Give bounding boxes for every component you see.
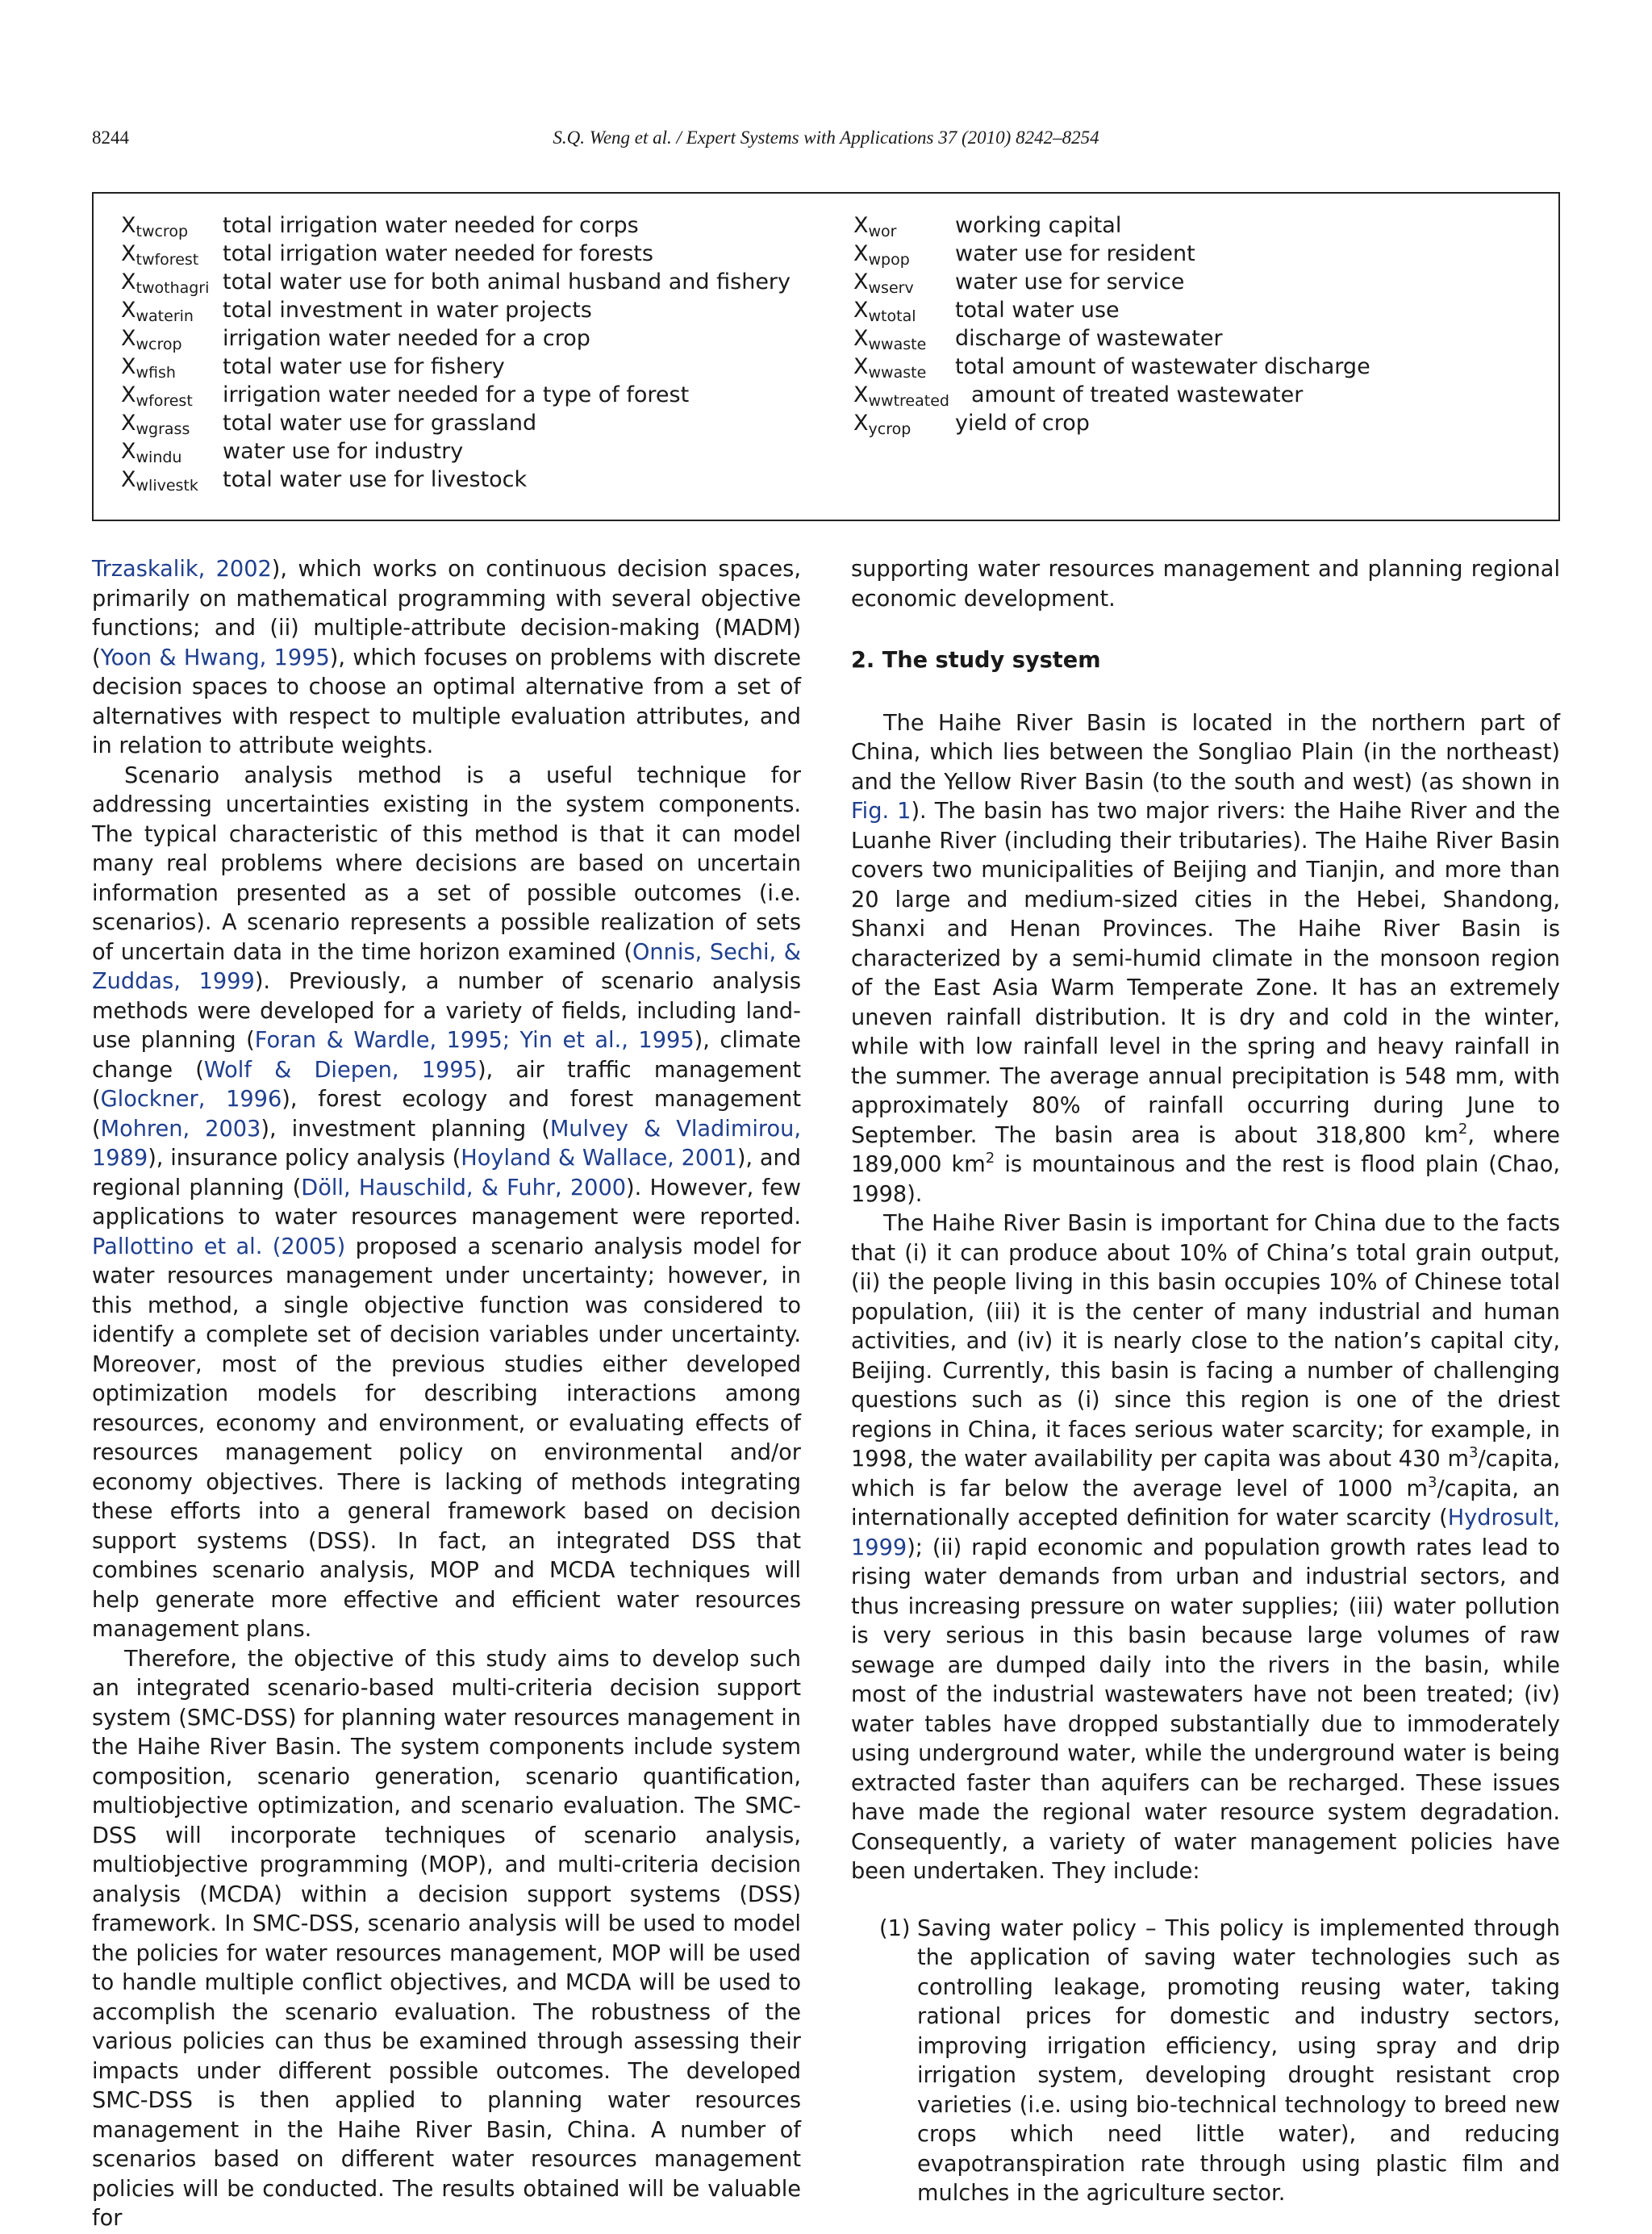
- citation-link[interactable]: Mulvey & Vladimirou, 1989: [92, 1116, 801, 1171]
- nomenclature-entry: $X_{wwaste}$ total amount of wastewater discharge: [853, 354, 1370, 382]
- text-run: ), insurance policy analysis (: [148, 1146, 461, 1171]
- text-run: ), which focuses on problems with discrete decision spaces to choose an optimal alternative from a set of alternatives with respect to multiple evaluation attributes, and in relation to attribute weights.: [92, 645, 802, 758]
- nomenclature-entry: $X_{ycrop}$ yield of crop: [853, 411, 1090, 438]
- text-run: ), which works on continuous decision spaces, primarily on mathematical programming with several objective functions; and (ii) multiple-attribute decision-making (MADM) (: [92, 557, 801, 670]
- text-run: ); (ii) rapid economic and population growth rates lead to rising water demands from urban and industrial sectors, and thus increasing pressure on water supplies; (iii) water pollution is very serious in this basin because large volumes of raw sewage are dumped daily into the rivers in the basin, while most of the industrial wastewaters have not been treated; (iv) water tables have dropped substantially due to immoderately using underground water, while the underground water is being extracted faster than aquifers can be recharged. These issues have made the regional water resource system degradation. Consequently, a variety of water management policies have been undertaken. They include:: [851, 1535, 1560, 1884]
- citation-link[interactable]: Wolf & Diepen, 1995: [203, 1057, 478, 1083]
- nomenclature-entry: $X_{wforest}$ irrigation water needed for a type of forest: [121, 382, 690, 410]
- text-run: Scenario analysis method is a useful technique for addressing uncertainties existing in the system components. The typical characteristic of this method is that it can model many real problems where decisions are based on uncertain information presented as a set of possible outcomes (i.e. scenarios). A scenario represents a possible realization of sets of uncertain data in the time horizon examined (: [92, 762, 801, 965]
- text-run: , where 189,000 km: [851, 1122, 1560, 1177]
- nomenclature-entry: $X_{twforest}$ total irrigation water needed for forests: [121, 241, 653, 269]
- left-text-column: [92, 555, 801, 2234]
- nomenclature-entry: $X_{wpop}$ water use for resident: [853, 241, 1195, 269]
- nomenclature-entry: $X_{wtotal}$ total water use: [853, 298, 1120, 325]
- paragraph: [851, 1209, 1560, 1887]
- citation-link[interactable]: Pallottino et al. (2005): [92, 1234, 346, 1259]
- page-header: [92, 127, 1560, 160]
- superscript: 3: [1469, 1444, 1479, 1461]
- nomenclature-entry: $X_{wgrass}$ total water use for grassland: [121, 411, 537, 438]
- citation-link[interactable]: Foran & Wardle, 1995; Yin et al., 1995: [254, 1028, 695, 1053]
- citation-link[interactable]: Fig. 1: [851, 799, 912, 824]
- text-run: The Haihe River Basin is located in the northern part of China, which lies between the Songliao Plain (in the northeast) and the Yellow River Basin (to the south and west) (as shown in: [851, 710, 1560, 795]
- text-run: proposed a scenario analysis model for water resources management under uncertainty; however, in this method, a single objective function was considered to identify a complete set of decision variables under uncertainty. Moreover, most of the previous studies either developed optimization models for describing interactions among resources, economy and environment, or evaluating effects of resources management policy on environmental and/or economy objectives. There is lacking of methods integrating these efforts into a general framework based on decision support systems (DSS). In fact, an integrated DSS that combines scenario analysis, MOP and MCDA techniques will help generate more effective and efficient water resources management plans.: [92, 1234, 801, 1642]
- citation-link[interactable]: Trzaskalik, 2002: [92, 557, 272, 582]
- citation-link[interactable]: Mohren, 2003: [100, 1116, 261, 1142]
- list-item: [851, 1915, 1560, 2209]
- text-run: The Haihe River Basin is important for China due to the facts that (i) it can produce about 10% of China’s total grain output, (ii) the people living in this basin occupies 10% of Chinese total population, (iii) it is the center of many industrial and human activities, and (iv) it is nearly close to the nation’s capital city, Beijing. Currently, this basin is facing a number of challenging questions such as (i) since this region is one of the driest regions in China, it faces serious water scarcity; for example, in 1998, the water availability per capita was about 430 m: [851, 1211, 1560, 1472]
- nomenclature-left-column: [121, 211, 791, 494]
- text-run: /capita, an internationally accepted definition for water scarcity (: [851, 1476, 1560, 1530]
- nomenclature-entry: $X_{wfish}$ total water use for fishery: [121, 354, 505, 382]
- nomenclature-entry: $X_{windu}$ water use for industry: [121, 439, 464, 466]
- page-number: 8244: [92, 127, 129, 148]
- paragraph: [851, 709, 1560, 1210]
- paragraph: Therefore, the objective of this study aims to develop such an integrated scenario-based multi-criteria decision support system (SMC-DSS) for planning water resources management in the Haihe River Basin. The system components include system composition, scenario generation, scenario quantification, multiobjective optimization, and scenario evaluation. The SMC-DSS will incorporate techniques of scenario analysis, multiobjective programming (MOP), and multi-criteria decision analysis (MCDA) within a decision support systems (DSS) framework. In SMC-DSS, scenario analysis will be used to model the policies for water resources management, MOP will be used to handle multiple conflict objectives, and MCDA will be used to accomplish the scenario evaluation. The robustness of the various policies can thus be examined through assessing their impacts under different possible outcomes. The developed SMC-DSS is then applied to planning water resources management in the Haihe River Basin, China. A number of scenarios based on different water resources management policies will be conducted. The results obtained will be valuable for: [92, 1646, 801, 2231]
- list-item-number: (1): [879, 1915, 911, 1941]
- paragraph: supporting water resources management and planning regional economic development.: [851, 557, 1560, 612]
- nomenclature-entry: $X_{waterin}$ total investment in water projects: [121, 298, 592, 325]
- nomenclature-entry: $X_{wwtreated}$ amount of treated wastewater: [853, 382, 1304, 410]
- paragraph: [92, 555, 801, 762]
- nomenclature-box: [92, 192, 1560, 521]
- nomenclature-entry: $X_{wor}$ working capital: [853, 213, 1122, 240]
- right-text-column: [851, 555, 1560, 2209]
- citation-link[interactable]: Glockner, 1996: [100, 1087, 282, 1112]
- citation-link[interactable]: Hoyland & Wallace, 2001: [461, 1146, 737, 1171]
- paragraph: [92, 762, 801, 1645]
- superscript: 2: [985, 1150, 995, 1167]
- text-run: ). The basin has two major rivers: the Haihe River and the Luanhe River (including their tributaries). The Haihe River Basin covers two municipalities of Beijing and Tianjin, and more than 20 large and medium-sized cities in the Hebei, Shandong, Shanxi and Henan Provinces. The Haihe River Basin is characterized by a semi-humid climate in the monsoon region of the East Asia Warm Temperate Zone. It has an extremely uneven rainfall distribution. It is dry and cold in the winter, while with low rainfall level in the spring and heavy rainfall in the summer. The average annual precipitation is 548 mm, with approximately 80% of rainfall occurring during June to September. The basin area is about 318,800 km: [851, 799, 1560, 1148]
- superscript: 3: [1428, 1473, 1437, 1491]
- citation-link[interactable]: Yoon & Hwang, 1995: [100, 645, 330, 670]
- section-heading: 2. The study system: [851, 648, 1101, 673]
- list-item-text: Saving water policy – This policy is implemented through the application of saving water technologies such as controlling leakage, promoting reusing water, taking rational prices for domestic and industry sectors, improving irrigation efficiency, using spray and drip irrigation system, developing drought resistant crop varieties (i.e. using bio-technical technology to breed new crops which need little water), and reducing evapotranspiration rate through using plastic film and mulches in the agriculture sector.: [917, 1915, 1560, 2206]
- nomenclature-entry: $X_{wcrop}$ irrigation water needed for a crop: [121, 326, 590, 353]
- text-run: ), forest ecology and forest management (: [92, 1087, 801, 1142]
- running-head: S.Q. Weng et al. / Expert Systems with Applications 37 (2010) 8242–8254: [553, 127, 1099, 148]
- citation-link[interactable]: Hydrosult, 1999: [851, 1505, 1560, 1560]
- superscript: 2: [1458, 1120, 1468, 1138]
- text-run: ). Previously, a number of scenario analysis methods were developed for a variety of fields, including land-use planning (: [92, 969, 802, 1053]
- text-run: ), climate change (: [92, 1028, 801, 1083]
- text-run: /capita, which is far below the average level of 1000 m: [851, 1447, 1560, 1501]
- citation-link[interactable]: Döll, Hauschild, & Fuhr, 2000: [301, 1175, 627, 1201]
- text-run: ), air traffic management (: [92, 1057, 801, 1112]
- nomenclature-entry: $X_{wlivestk}$ total water use for livestock: [121, 467, 528, 495]
- nomenclature-entry: $X_{wserv}$ water use for service: [853, 269, 1185, 297]
- citation-link[interactable]: Onnis, Sechi, & Zuddas, 1999: [92, 939, 801, 994]
- text-run: ). However, few applications to water resources management were reported.: [92, 1175, 801, 1230]
- nomenclature-right-column: [853, 211, 1370, 437]
- text-run: is mountainous and the rest is flood plain (Chao, 1998).: [851, 1152, 1560, 1207]
- text-run: ), and regional planning (: [92, 1146, 802, 1201]
- nomenclature-entry: $X_{twcrop}$ total irrigation water needed for corps: [121, 213, 639, 240]
- nomenclature-entry: $X_{twothagri}$ total water use for both animal husband and fishery: [121, 269, 791, 297]
- nomenclature-entry: $X_{wwaste}$ discharge of wastewater: [853, 326, 1223, 353]
- text-run: ), investment planning (: [261, 1116, 550, 1142]
